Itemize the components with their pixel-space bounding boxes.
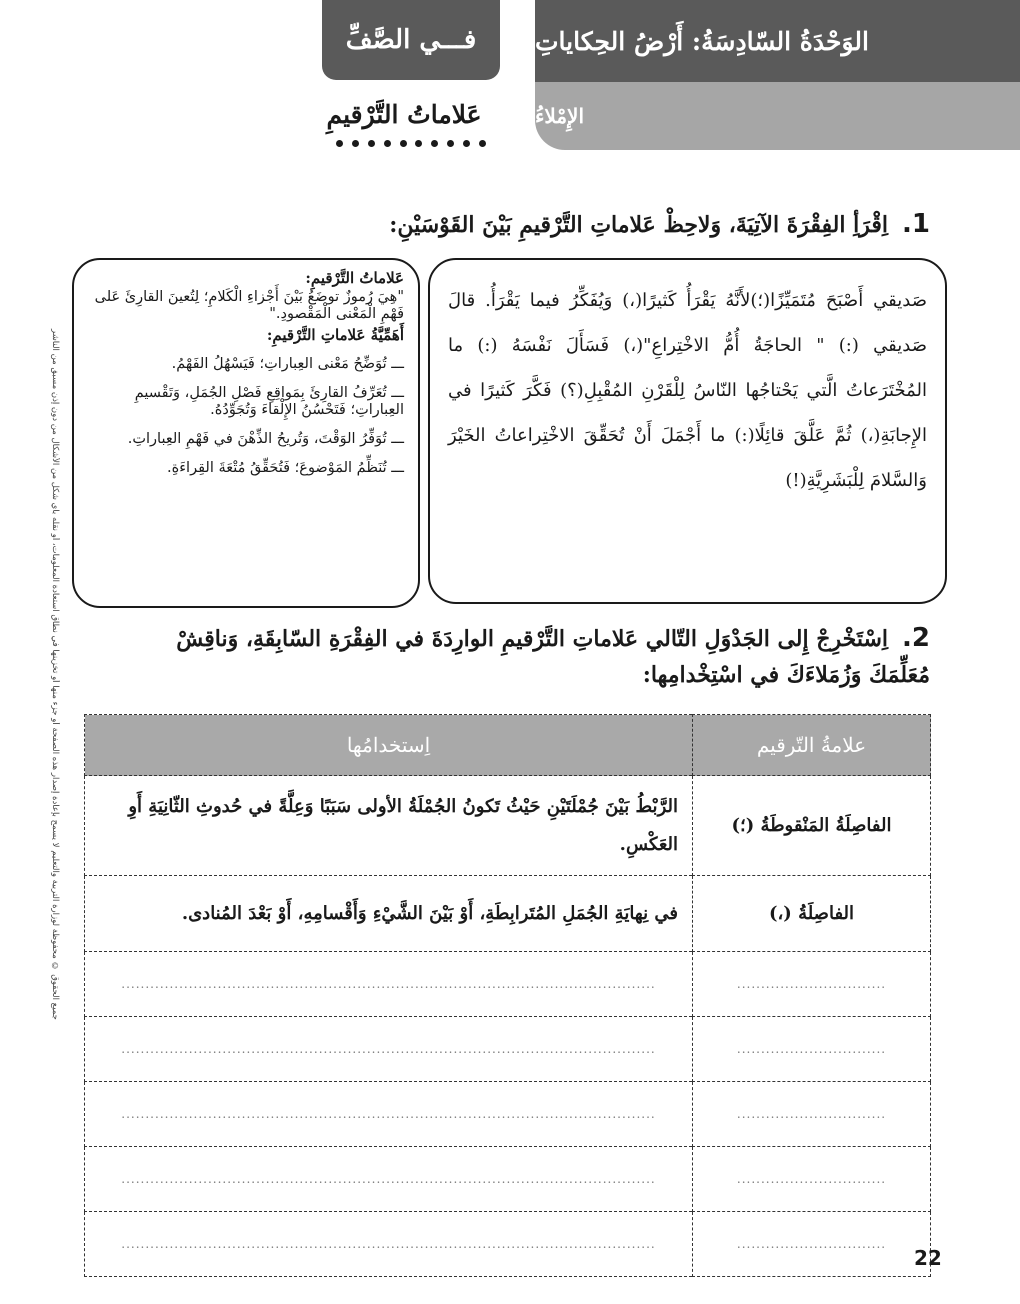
unit-title: الوَحْدَةُ السّادِسَةُ: أَرْضُ الحِكاياتِ: [535, 26, 869, 56]
question-1: [340, 206, 930, 243]
row-use: في نِهايَةِ الجُمَلِ المُتَرابِطَةِ، أَوْ بَيْنَ الشَّيْءِ وَأَقْسامِهِ، أَوْ بَعْدَ المُنادى.: [85, 876, 693, 952]
class-tab-label: فـــي الصَّفِّ: [345, 25, 477, 55]
question-2: [140, 620, 930, 693]
header-use: اِستخدامُها: [85, 715, 693, 776]
question-2-number: 2.: [902, 623, 930, 653]
table-row: [85, 1017, 931, 1082]
row-mark-blank[interactable]: ...............................: [693, 1082, 931, 1147]
question-1-number: 1.: [902, 209, 930, 239]
unit-title-bar: [535, 0, 1020, 82]
table-row: [85, 1212, 931, 1277]
title-underline-dots: [336, 140, 486, 152]
lesson-title: عَلاماتُ التَّرْقيمِ: [326, 100, 482, 129]
row-use: الرَّبْطُ بَيْنَ جُمْلَتَيْنِ حَيْثُ تَكونُ الجُمْلَةُ الأولى سَبَبًا وَعِلَّةً في حُدوثِ الثّانِيَةِ أَوِ العَكْسِ.: [85, 776, 693, 876]
row-mark: الفاصِلَةُ (،): [693, 876, 931, 952]
table-row: [85, 776, 931, 876]
question-2-text: اِسْتَخْرِجْ إِلى الجَدْوَلِ التّالي عَلاماتِ التَّرْقيمِ الوارِدَةَ في الفِقْرَةِ السّابِقَةِ، وَناقِشْ مُعَلِّمَكَ وَزُمَلاءَكَ في اسْتِخْدامِها:: [176, 626, 930, 688]
table-row: [85, 1147, 931, 1212]
class-tab: [322, 0, 500, 80]
row-mark-blank[interactable]: ...............................: [693, 1017, 931, 1082]
row-use-blank[interactable]: ...............................................................................................................: [85, 1147, 693, 1212]
table-header-row: [85, 715, 931, 776]
reading-paragraph: صَديقي أَصْبَحَ مُتَمَيِّزًا(؛)لأَنَّهُ يَقْرَأُ كَثيرًا(،) وَيُفَكِّرُ فيما يَقْرَأُ. قالَ صَديقي (:) " الحاجَةُ أُمُّ الاخْتِراعِ"(،) فَسَأَلَ نَفْسَهُ (:) ما المُخْتَرَعاتُ الَّتي يَحْتاجُها النّاسُ لِلْقَرْنِ المُقْبِلِ(؟) فَكَّرَ كَثيرًا في الإِجابَةِ(،) ثُمَّ عَلَّقَ قائِلًا(:) ما أَجْمَلَ أَنْ تُحَقِّقَ الاخْتِراعاتُ الخَيْرَ وَالسَّلامَ لِلْبَشَرِيَّةِ(!): [448, 290, 927, 491]
row-use-blank[interactable]: ...............................................................................................................: [85, 952, 693, 1017]
section-title: الإِمْلاءُ: [535, 104, 585, 128]
info-heading-definition: عَلاماتُ التَّرْقيمِ:: [305, 269, 404, 287]
reading-paragraph-box: [428, 258, 947, 604]
header-mark: علامةُ التّرقيم: [693, 715, 931, 776]
page-number: 22: [914, 1246, 942, 1270]
info-item: ـــ تُنَظِّمُ المَوْضوعَ؛ فَتُحَقِّقُ مُتْعَةَ القِراءَةِ.: [167, 460, 404, 476]
table-row: [85, 952, 931, 1017]
info-box: [72, 258, 420, 608]
row-mark-blank[interactable]: ...............................: [693, 1147, 931, 1212]
row-use-blank[interactable]: ...............................................................................................................: [85, 1082, 693, 1147]
row-use-blank[interactable]: ...............................................................................................................: [85, 1017, 693, 1082]
info-item: ـــ تُوَضِّحُ مَعْنى العِباراتِ؛ فَيَسْهُلُ الفَهْمُ.: [171, 356, 404, 372]
info-heading-importance: أَهَمِّيَّةُ عَلاماتِ التَّرْقيمِ:: [266, 326, 404, 344]
row-mark-blank[interactable]: ...............................: [693, 952, 931, 1017]
table-row: [85, 1082, 931, 1147]
info-definition: "هِيَ رُموزٌ توضَعُ بَيْنَ أَجْزاءِ الْكَلامِ؛ لِتُعينَ القارِئَ عَلى فَهْمِ الْمَعْنى الْمَقْصودِ.": [94, 289, 404, 322]
copyright-note: جميع الحقوق © محفوظة لوزارة التربية والتعليم لا يسمح بإعادة إصدار هذه الصفحة أو جزء منها أو تخزينها في نطاق استعادة المعلومات، أو نقله بأي شكل من الأشكال من دون إذن مسبق من الناشر: [50, 329, 60, 1020]
row-mark-blank[interactable]: ...............................: [693, 1212, 931, 1277]
row-mark: الفاصِلَةُ المَنْقوطَةُ (؛): [693, 776, 931, 876]
info-item: ـــ تُعَرِّفُ القارِئَ بِمَواقِعِ فَصْلِ الجُمَلِ، وَتَقْسيمِ العِباراتِ؛ فَتَحْسُنُ الإِلْقاءَ وَتُجَوِّدُهُ.: [134, 385, 404, 418]
info-item: ـــ تُوَفِّرُ الوَقْتَ، وَتُريحُ الذِّهْنَ في فَهْمِ العِباراتِ.: [127, 431, 404, 447]
section-title-bar: [535, 82, 1020, 150]
row-use-blank[interactable]: ...............................................................................................................: [85, 1212, 693, 1277]
table-row: [85, 876, 931, 952]
question-1-text: اِقْرَأِ الفِقْرَةَ الآتِيَةَ، وَلاحِظْ عَلاماتِ التَّرْقيمِ بَيْنَ القَوْسَيْنِ:: [389, 212, 889, 238]
punctuation-table: [84, 714, 930, 1277]
